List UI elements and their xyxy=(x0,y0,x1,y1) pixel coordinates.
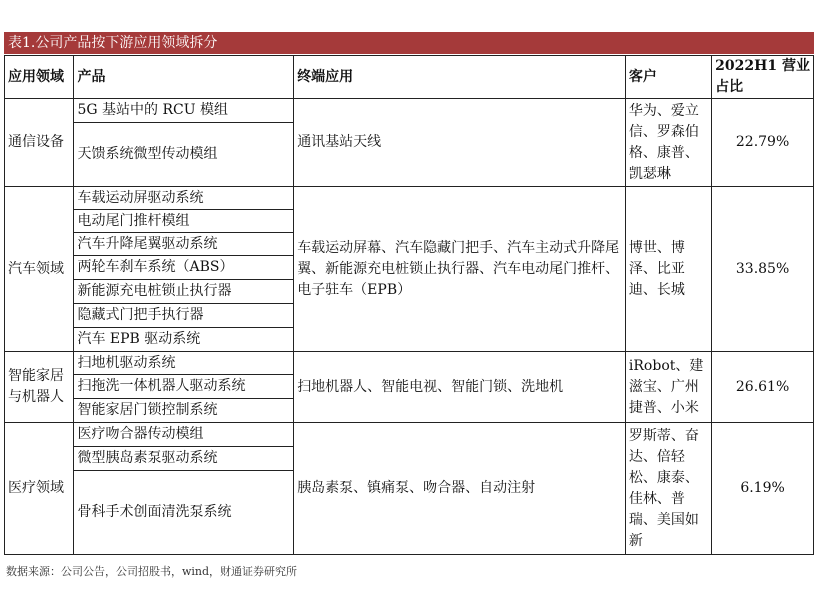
header-share-line: 2022H1 营业 占比 xyxy=(715,58,810,95)
end-use-cell: 车载运动屏幕、汽车隐藏门把手、汽车主动式升降尾翼、新能源充电桩锁止执行器、汽车电动尾门推杆、电子驻车（EPB） xyxy=(294,187,626,352)
customer-cell: 华为、爱立信、罗森伯格、康普、凯瑟琳 xyxy=(625,99,711,187)
product-cell: 医疗吻合器传动模组 xyxy=(74,423,294,447)
product-cell: 微型胰岛素泵驱动系统 xyxy=(74,447,294,471)
share-cell: 26.61% xyxy=(712,352,814,423)
share-cell: 33.85% xyxy=(712,187,814,352)
end-use-cell: 扫地机器人、智能电视、智能门锁、洗地机 xyxy=(294,352,626,423)
header-domain: 应用领域 xyxy=(5,56,74,99)
customer-cell: 博世、博泽、比亚迪、长城 xyxy=(625,187,711,352)
product-cell: 天馈系统微型传动模组 xyxy=(74,123,294,187)
table-row xyxy=(5,99,814,123)
share-cell: 6.19% xyxy=(712,423,814,555)
header-end-use: 终端应用 xyxy=(294,56,626,99)
header-customer: 客户 xyxy=(625,56,711,99)
header-row xyxy=(5,56,814,99)
end-use-cell: 胰岛素泵、镇痛泵、吻合器、自动注射 xyxy=(294,423,626,555)
product-cell: 隐藏式门把手执行器 xyxy=(74,304,294,328)
domain-cell: 智能家居与机器人 xyxy=(5,352,74,423)
product-cell: 扫拖洗一体机器人驱动系统 xyxy=(74,375,294,399)
product-application-table xyxy=(4,55,814,555)
customer-cell: iRobot、建滋宝、广州捷普、小米 xyxy=(625,352,711,423)
product-cell: 骨科手术创面清洗泵系统 xyxy=(74,471,294,555)
product-cell: 汽车 EPB 驱动系统 xyxy=(74,328,294,352)
product-cell: 电动尾门推杆模组 xyxy=(74,210,294,233)
product-cell: 两轮车刹车系统（ABS） xyxy=(74,256,294,280)
table-title: 表1.公司产品按下游应用领域拆分 xyxy=(4,32,814,54)
header-product: 产品 xyxy=(74,56,294,99)
product-cell: 智能家居门锁控制系统 xyxy=(74,399,294,423)
data-source-note: 数据来源：公司公告，公司招股书，wind，财通证券研究所 xyxy=(6,565,298,578)
product-cell: 车载运动屏驱动系统 xyxy=(74,187,294,210)
share-cell: 22.79% xyxy=(712,99,814,187)
end-use-cell: 通讯基站天线 xyxy=(294,99,626,187)
domain-cell: 汽车领域 xyxy=(5,187,74,352)
table-row xyxy=(5,352,814,375)
domain-cell: 医疗领域 xyxy=(5,423,74,555)
domain-cell: 通信设备 xyxy=(5,99,74,187)
table-row xyxy=(5,423,814,447)
product-cell: 5G 基站中的 RCU 模组 xyxy=(74,99,294,123)
product-cell: 新能源充电桩锁止执行器 xyxy=(74,280,294,304)
table-row xyxy=(5,187,814,210)
header-share xyxy=(712,56,814,99)
customer-cell: 罗斯蒂、奋达、倍轻松、康泰、佳林、普瑞、美国如新 xyxy=(625,423,711,555)
product-cell: 汽车升降尾翼驱动系统 xyxy=(74,233,294,256)
product-cell: 扫地机驱动系统 xyxy=(74,352,294,375)
